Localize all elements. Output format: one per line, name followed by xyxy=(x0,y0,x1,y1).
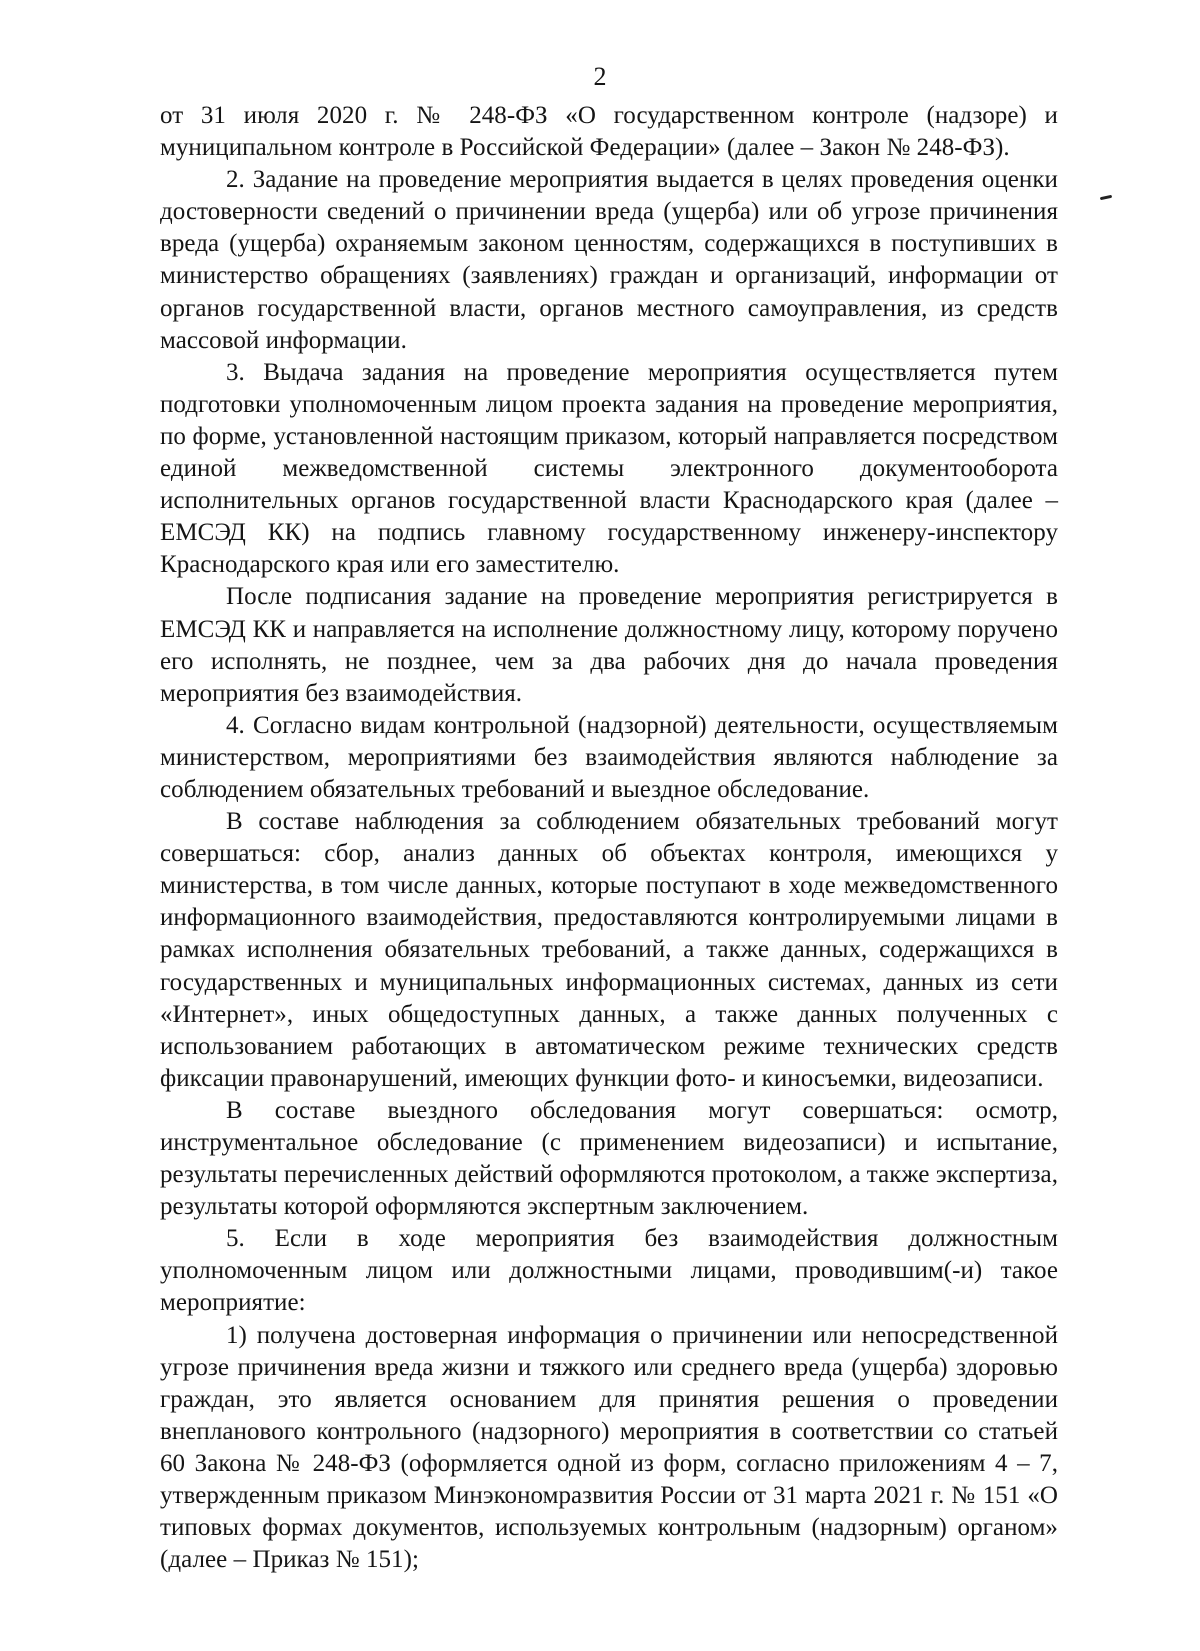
paragraph-after-signing: После подписания задание на проведение мероприятия регистрируется в ЕМСЭД КК и направляется на исполнение должностному лицу, которому поручено его исполнять, не позднее, чем за два рабочих дня до начала проведения мероприятия без взаимодействия. xyxy=(160,583,1058,707)
paragraph-field-inspection-scope: В составе выездного обследования могут совершаться: осмотр, инструментальное обследование (с применением видеозаписи) и испытание, результаты перечисленных действий оформляются протоколом, а также экспертиза, результаты которой оформляются экспертным заключением. xyxy=(160,1096,1058,1221)
document-body xyxy=(160,100,1058,1576)
paragraph-subitem-1: 1) получена достоверная информация о причинении или непосредственной угрозе причинения вреда жизни и тяжкого или среднего вреда (ущерба) здоровью граждан, это является основанием для принятия решения о проведении внепланового контрольного (надзорного) мероприятия в соответствии со статьей 60 Закона № 248-ФЗ (оформляется одной из форм, согласно приложениям 4 – 7, утвержденным приказом Минэкономразвития России от 31 марта 2021 г. № 151 «О типовых формах документов, используемых контрольным (надзорным) органом» (далее – Приказ № 151); xyxy=(160,1321,1058,1574)
paragraph-item-4: 4. Согласно видам контрольной (надзорной) деятельности, осуществляемым министерством, мероприятиями без взаимодействия являются наблюдение за соблюдением обязательных требований и выездное обследование. xyxy=(160,711,1058,803)
paragraph-item-5: 5. Если в ходе мероприятия без взаимодействия должностным уполномоченным лицом или должностными лицами, проводившим(-и) такое мероприятие: xyxy=(160,1225,1058,1317)
page-number: 2 xyxy=(593,62,607,91)
paragraph-item-3: 3. Выдача задания на проведение мероприятия осуществляется путем подготовки уполномоченным лицом проекта задания на проведение мероприятия, по форме, установленной настоящим приказом, который направляется посредством единой межведомственной системы электронного документооборота исполнительных органов государственной власти Краснодарского края (далее – ЕМСЭД КК) на подпись главному государственному инженеру-инспектору Краснодарского края или его заместителю. xyxy=(160,358,1058,579)
paragraph-law-reference-continuation: от 31 июля 2020 г. № 248-ФЗ «О государственном контроле (надзоре) и муниципальном контроле в Российской Федерации» (далее – Закон № 248-ФЗ). xyxy=(160,102,1058,162)
paragraph-observation-scope: В составе наблюдения за соблюдением обязательных требований могут совершаться: сбор, анализ данных об объектах контроля, имеющихся у министерства, в том числе данных, которые поступают в ходе межведомственного информационного взаимодействия, предоставляются контролируемыми лицами в рамках исполнения обязательных требований, а также данных, содержащихся в государственных и муниципальных информационных системах, данных из сети «Интернет», иных общедоступных данных, а также данных полученных с использованием работающих в автоматическом режиме технических средств фиксации правонарушений, имеющих функции фото- и киносъемки, видеозаписи. xyxy=(160,808,1058,1092)
margin-mark xyxy=(1100,195,1112,200)
paragraph-item-2: 2. Задание на проведение мероприятия выдается в целях проведения оценки достоверности сведений о причинении вреда (ущерба) или об угрозе причинения вреда (ущерба) охраняемым законом ценностям, содержащихся в поступивших в министерство обращениях (заявлениях) граждан и организаций, информации от органов государственной власти, органов местного самоуправления, из средств массовой информации. xyxy=(160,166,1058,354)
